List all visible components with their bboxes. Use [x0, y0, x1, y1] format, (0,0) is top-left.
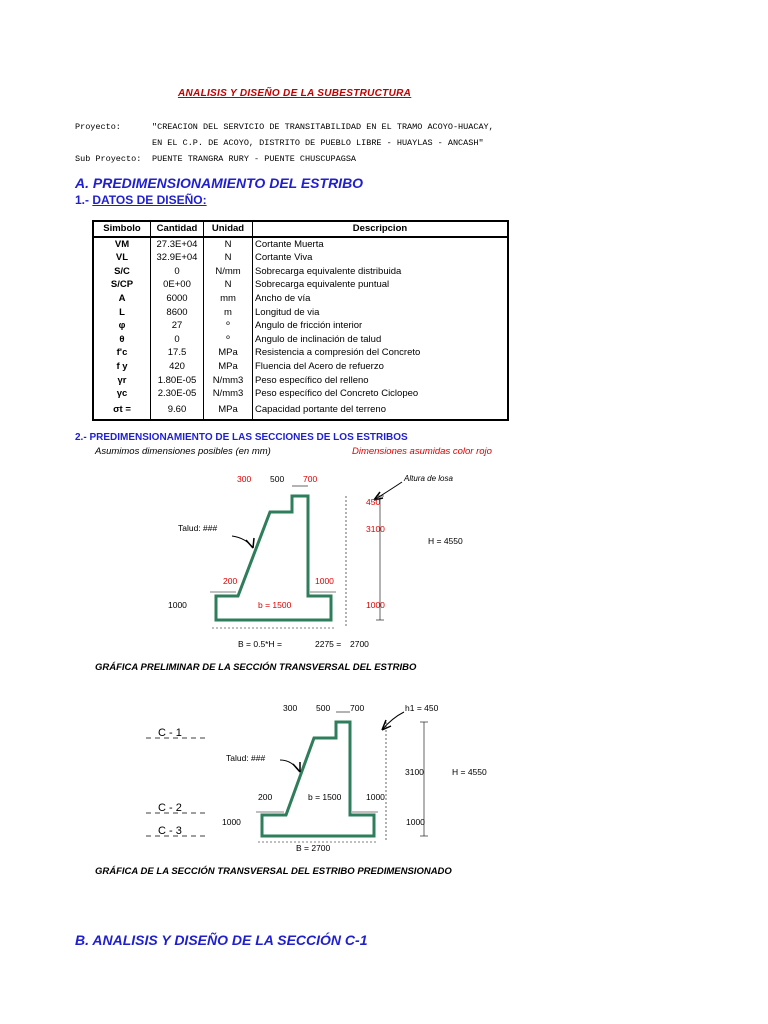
description-cell: Sobrecarga equivalente puntual — [253, 278, 509, 292]
description-cell: Fluencia del Acero de refuerzo — [253, 360, 509, 374]
col-header: Simbolo — [93, 221, 151, 237]
description-cell: Peso específico del Concreto Ciclopeo — [253, 387, 509, 401]
symbol-cell: S/CP — [93, 278, 151, 292]
section-c3-label: C - 3 — [158, 825, 182, 837]
datos-number: 1.- — [75, 193, 90, 207]
subproyecto-value: PUENTE TRANGRA RURY - PUENTE CHUSCUPAGSA — [152, 154, 357, 164]
section-2-title: 2.- PREDIMENSIONAMIENTO DE LAS SECCIONES DE LOS ESTRIBOS — [75, 432, 408, 443]
section-c2-label: C - 2 — [158, 802, 182, 814]
section-c1-label: C - 1 — [158, 727, 182, 739]
proyecto-line2: EN EL C.P. DE ACOYO, DISTRITO DE PUEBLO LIBRE - HUAYLAS - ANCASH" — [152, 138, 484, 148]
quantity-cell: 0 — [151, 265, 204, 279]
talud-arrowhead-2 — [293, 762, 300, 772]
quantity-cell: 2.30E-05 — [151, 387, 204, 401]
col-header: Cantidad — [151, 221, 204, 237]
quantity-cell: 9.60 — [151, 401, 204, 420]
dim2-h1: h1 = 450 — [405, 703, 439, 713]
symbol-cell: γc — [93, 387, 151, 401]
proyecto-label: Proyecto: — [75, 122, 121, 132]
section-a-title: A. PREDIMENSIONAMIENTO DEL ESTRIBO — [75, 175, 364, 191]
unit-cell: N — [204, 251, 253, 265]
dim2-1000-left: 1000 — [222, 817, 241, 827]
symbol-cell: L — [93, 306, 151, 320]
dim2-1000-right: 1000 — [366, 792, 385, 802]
dim2-300: 300 — [283, 703, 298, 713]
description-cell: Sobrecarga equivalente distribuida — [253, 265, 509, 279]
proyecto-line1: "CREACION DEL SERVICIO DE TRANSITABILIDAD EN EL TRAMO ACOYO-HUACAY, — [152, 122, 494, 132]
caption-1: GRÁFICA PRELIMINAR DE LA SECCIÓN TRANSVERSAL DEL ESTRIBO — [95, 662, 417, 673]
unit-cell: N — [204, 278, 253, 292]
unit-cell: MPa — [204, 401, 253, 420]
dim-1000-right: 1000 — [315, 576, 334, 586]
description-cell: Ancho de vía — [253, 292, 509, 306]
talud-label-2: Talud: ### — [226, 753, 266, 763]
altura-losa-label: Altura de losa — [404, 474, 453, 483]
talud-arrow-2 — [280, 760, 300, 772]
note-right: Dimensiones asumidas color rojo — [352, 446, 492, 457]
symbol-cell: f'c — [93, 346, 151, 360]
quantity-cell: 8600 — [151, 306, 204, 320]
quantity-cell: 1.80E-05 — [151, 374, 204, 388]
symbol-cell: θ — [93, 333, 151, 347]
dim2-3100: 3100 — [405, 767, 424, 777]
dim-500: 500 — [270, 474, 285, 484]
unit-cell: º — [204, 319, 253, 333]
abutment-shape-2 — [262, 722, 374, 836]
dim2-h-total: H = 4550 — [452, 767, 487, 777]
symbol-cell: γr — [93, 374, 151, 388]
quantity-cell: 6000 — [151, 292, 204, 306]
talud-label: Talud: ### — [178, 523, 218, 533]
h-total: H = 4550 — [428, 536, 463, 546]
quantity-cell: 0E+00 — [151, 278, 204, 292]
dim2-500: 500 — [316, 703, 331, 713]
quantity-cell: 17.5 — [151, 346, 204, 360]
unit-cell: mm — [204, 292, 253, 306]
dim-450: 450 — [366, 497, 381, 507]
symbol-cell: S/C — [93, 265, 151, 279]
dim2-700: 700 — [350, 703, 365, 713]
b-value-2: 2700 — [350, 639, 369, 649]
quantity-cell: 0 — [151, 333, 204, 347]
dim2-200: 200 — [258, 792, 273, 802]
symbol-cell: VM — [93, 237, 151, 252]
caption-2: GRÁFICA DE LA SECCIÓN TRANSVERSAL DEL ESTRIBO PREDIMENSIONADO — [95, 866, 452, 877]
unit-cell: MPa — [204, 346, 253, 360]
unit-cell: N — [204, 237, 253, 252]
dim-300: 300 — [237, 474, 252, 484]
description-cell: Peso específico del relleno — [253, 374, 509, 388]
col-header: Unidad — [204, 221, 253, 237]
datos-title: DATOS DE DISEÑO: — [92, 193, 207, 207]
dim-1000-height: 1000 — [366, 600, 385, 610]
dim2-b: b = 1500 — [308, 792, 342, 802]
dim-700: 700 — [303, 474, 318, 484]
unit-cell: MPa — [204, 360, 253, 374]
symbol-cell: VL — [93, 251, 151, 265]
unit-cell: N/mm3 — [204, 387, 253, 401]
description-cell: Cortante Viva — [253, 251, 509, 265]
description-cell: Longitud de via — [253, 306, 509, 320]
quantity-cell: 32.9E+04 — [151, 251, 204, 265]
quantity-cell: 420 — [151, 360, 204, 374]
unit-cell: N/mm — [204, 265, 253, 279]
b-value-1: 2275 = — [315, 639, 342, 649]
section-b-title: B. ANALISIS Y DISEÑO DE LA SECCIÓN C-1 — [75, 932, 368, 948]
symbol-cell: f y — [93, 360, 151, 374]
dim2-1000-height: 1000 — [406, 817, 425, 827]
description-cell: Cortante Muerta — [253, 237, 509, 252]
dim2-B: B = 2700 — [296, 843, 331, 853]
dim-1000-left: 1000 — [168, 600, 187, 610]
subproyecto-label: Sub Proyecto: — [75, 154, 142, 164]
unit-cell: º — [204, 333, 253, 347]
symbol-cell: φ — [93, 319, 151, 333]
col-header: Descripcion — [253, 221, 509, 237]
description-cell: Angulo de inclinación de talud — [253, 333, 509, 347]
note-left: Asumimos dimensiones posibles (en mm) — [95, 446, 271, 457]
quantity-cell: 27.3E+04 — [151, 237, 204, 252]
description-cell: Capacidad portante del terreno — [253, 401, 509, 420]
symbol-cell: σt = — [93, 401, 151, 420]
dim-200: 200 — [223, 576, 238, 586]
dim-3100: 3100 — [366, 524, 385, 534]
unit-cell: m — [204, 306, 253, 320]
page-title: ANALISIS Y DISEÑO DE LA SUBESTRUCTURA — [178, 88, 412, 99]
description-cell: Angulo de fricción interior — [253, 319, 509, 333]
dim-b: b = 1500 — [258, 600, 292, 610]
b-equation: B = 0.5*H = — [238, 639, 282, 649]
description-cell: Resistencia a compresión del Concreto — [253, 346, 509, 360]
unit-cell: N/mm3 — [204, 374, 253, 388]
symbol-cell: A — [93, 292, 151, 306]
quantity-cell: 27 — [151, 319, 204, 333]
